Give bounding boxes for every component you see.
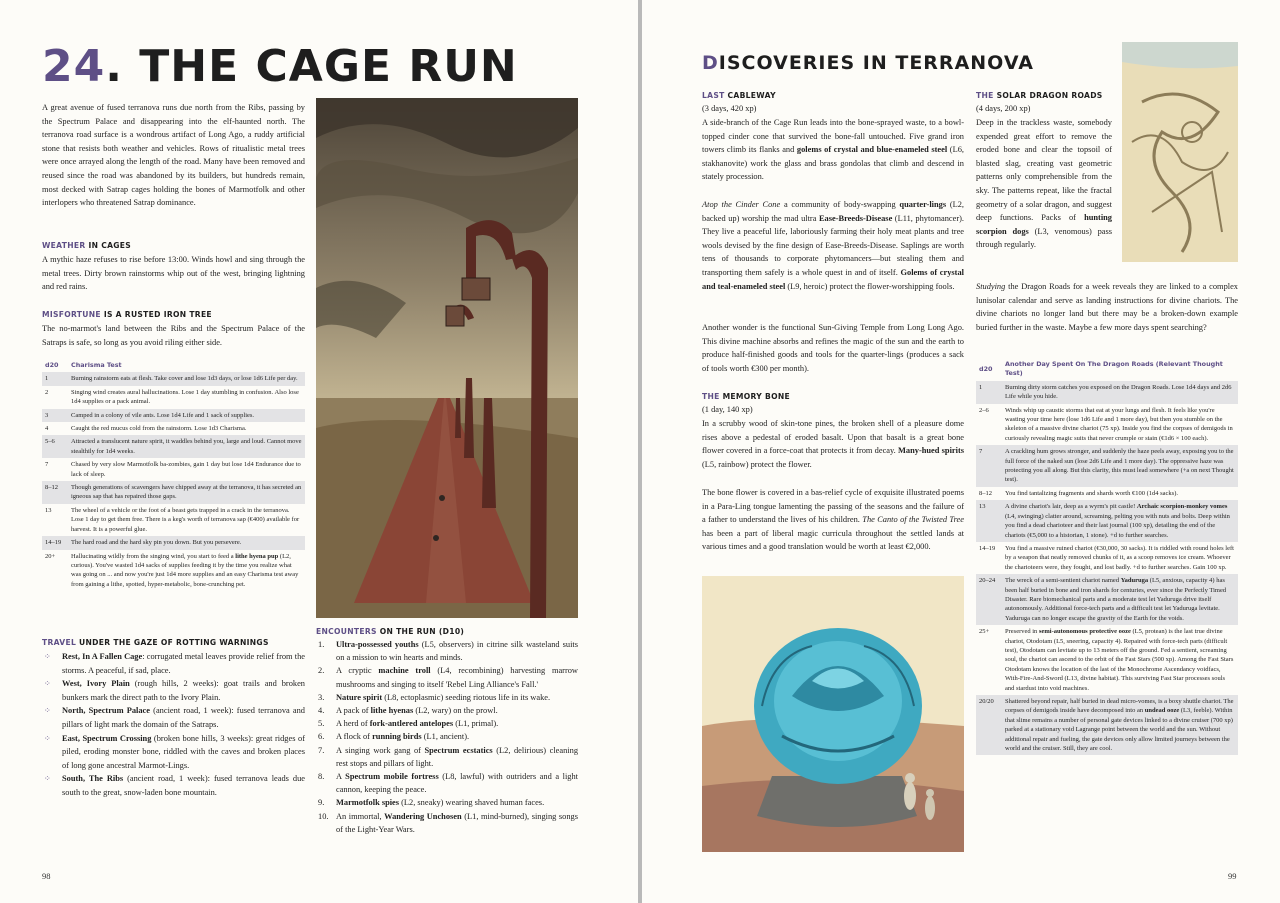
memory-bone-heading-accent: THE bbox=[702, 392, 720, 401]
table-row bbox=[42, 435, 305, 458]
travel-destination: Rest, In A Fallen Cage bbox=[62, 652, 143, 661]
table-row bbox=[976, 381, 1238, 404]
encounter-name: lithe hyenas bbox=[370, 706, 414, 716]
dragon-roads-paragraph-1 bbox=[976, 116, 1112, 252]
list-item bbox=[316, 744, 578, 770]
table-header-row bbox=[976, 358, 1238, 381]
list-item bbox=[316, 796, 578, 809]
encounters-heading bbox=[316, 626, 464, 638]
travel-detail: : corrugated metal leaves provide relief from the storms. A peaceful, if sad, place. bbox=[62, 652, 305, 675]
result-cell: The hard road and the hard sky pin you down. But you persevere. bbox=[68, 536, 305, 549]
encounter-number: 10. bbox=[318, 811, 329, 821]
dragon-roads-table-wrap bbox=[976, 358, 1238, 755]
italic-run: Studying bbox=[976, 282, 1006, 291]
result-bold: lithe hyena pup bbox=[235, 552, 279, 560]
roll-cell: 8–12 bbox=[979, 489, 992, 497]
encounter-number: 2. bbox=[318, 666, 325, 676]
result-cell: Though generations of scavengers have chipped away at the terranova, it has secreted an igneous sap that has repaired those gaps. bbox=[68, 481, 305, 504]
roll-cell: 3 bbox=[42, 409, 68, 422]
result-cell: Winds whip up caustic storms that eat at your lungs and flesh. It feels like you're wasting your time here (lose 1d6 Life and 1 more day), but then you stumble on the skeleton of a massive divine chariot (75 xp). Inside you find the corpses of demigods in curiously revealing magic suits that never crumple or stain (€1d6 × 100 each). bbox=[1005, 406, 1233, 442]
result-text: Hallucinating wildly from the singing wind, you start to feed a bbox=[71, 552, 236, 560]
bone-flower-illustration bbox=[702, 576, 964, 852]
roll-cell: 2 bbox=[45, 388, 49, 396]
roll-cell: 4 bbox=[45, 425, 49, 433]
travel-heading-rest: UNDER THE GAZE OF ROTTING WARNINGS bbox=[76, 638, 269, 647]
table-row bbox=[976, 487, 1238, 500]
encounter-detail: (L8, ectoplasmic) seeding riotous life in its wake. bbox=[382, 692, 551, 702]
roll-cell: 7 bbox=[45, 461, 49, 469]
cableway-paragraph-1 bbox=[702, 116, 964, 184]
travel-detail: (ancient road, 1 week): fused terranova leads due south to the great, snow-laden bone mountain. bbox=[62, 774, 305, 797]
encounter-name: Spectrum mobile fortress bbox=[345, 772, 439, 782]
encounter-prefix: An immortal, bbox=[336, 811, 385, 821]
encounter-number: 8. bbox=[318, 772, 325, 782]
list-item bbox=[42, 732, 305, 773]
memory-bone-paragraph-1 bbox=[702, 417, 964, 471]
text-run: (L6, stakhanovite) work the glass and brass gondolas that climb and descend in stately procession. bbox=[702, 145, 964, 182]
encounter-name: Wandering Unchosen bbox=[384, 811, 462, 821]
dragon-roads-heading-accent: THE bbox=[976, 91, 994, 100]
roll-cell: 14–19 bbox=[979, 544, 996, 552]
dragon-roads-heading-rest: SOLAR DRAGON ROADS bbox=[993, 91, 1103, 100]
list-item bbox=[316, 717, 578, 730]
weather-heading bbox=[42, 240, 131, 252]
chapter-title-text: . THE CAGE RUN bbox=[105, 41, 518, 92]
roll-cell: 20+ bbox=[45, 552, 56, 560]
encounter-prefix: A cryptic bbox=[336, 666, 379, 676]
result-text: (L3, feeble). Within that slime remains a number of personal gate devices linked to a divine cruiser (700 xp) parked at a stationary void Lagrange point between the world and the sun. Without additional repair and fueling, the gate devices only allow limited journeys between the world and the cruiser. Still, they are cool. bbox=[1005, 707, 1233, 753]
dragon-roads-illustration bbox=[1122, 42, 1238, 262]
encounter-prefix: A flock of bbox=[336, 732, 373, 742]
bullet-icon: ⁘ bbox=[44, 774, 51, 784]
list-item bbox=[316, 810, 578, 836]
encounter-prefix: A herd of bbox=[336, 719, 370, 729]
travel-detail: (ancient road, 1 week): fused terranova and pillars of light mark the domain of the Satraps. bbox=[62, 706, 305, 729]
encounter-number: 9. bbox=[318, 798, 325, 808]
encounter-number: 3. bbox=[318, 692, 325, 702]
encounter-number: 1. bbox=[318, 640, 325, 649]
result-text: The wreck of a semi-sentient chariot named bbox=[1005, 577, 1121, 585]
discoveries-title-text: ISCOVERIES IN TERRANOVA bbox=[718, 52, 1034, 74]
travel-heading-accent: TRAVEL bbox=[42, 638, 77, 647]
cableway-meta: (3 days, 420 xp) bbox=[702, 104, 757, 113]
result-bold: Archaic scorpion-monkey vomes bbox=[1136, 503, 1228, 511]
table-header-d20: d20 bbox=[45, 361, 59, 369]
bullet-icon: ⁘ bbox=[44, 733, 51, 743]
cableway-paragraph-2 bbox=[702, 198, 964, 293]
encounter-name: fork-antlered antelopes bbox=[369, 719, 454, 729]
table-row bbox=[976, 625, 1238, 695]
travel-list bbox=[42, 650, 305, 800]
bold-run: Golems of crystal and teal-enameled steel bbox=[702, 267, 964, 291]
result-cell: Camped in a colony of vile ants. Lose 1d4 Life and 1 sack of supplies. bbox=[68, 409, 305, 422]
table-row bbox=[42, 536, 305, 549]
encounter-detail: (L5, observers) in citrine silk wasteland suits on a mission to win hearts and minds. bbox=[336, 640, 578, 663]
roll-cell: 7 bbox=[976, 445, 1002, 487]
table-row bbox=[42, 372, 305, 385]
roll-cell: 25+ bbox=[979, 628, 990, 636]
result-text: Preserved in bbox=[1005, 628, 1039, 636]
text-run: the Dragon Roads for a week reveals they are linked to a complex lunisolar calendar and serve as landing instructions for divine chariots. The divine chariots no longer land but there may be a broken-down example buried further in the waste. Maybe a few more days spent searching? bbox=[976, 282, 1238, 332]
bold-run: golems of crystal and blue-enameled steel bbox=[796, 145, 948, 155]
text-run: has been a part of liberal magic curricula throughout the settled lands at various times and a good translation would be worth at least €2,000. bbox=[702, 528, 964, 552]
result-text: (L5, protean) is the last true divine chariot, Otodotam (L5, sneering, capacity 4). Repaired with force-tech parts (difficult test), Otodotam can levitate up to 13 meters off the ground. Fed a sentient, screaming soul, the chariot can ascend to the orbit of the Fast Stars (500 xp). Among the Fast Stars Otodotam knows the location of the last of the Monochrome Ascendancy voidfacs, With-Fire-And-Sword (L13, divine habitat). This surviving Fast Star processes souls and stardust into void machines. bbox=[1005, 628, 1234, 692]
table-row bbox=[976, 695, 1238, 755]
result-cell: A crackling hum grows stronger, and suddenly the haze peels away, exposing you to the full force of the naked sun (lose 2d6 Life and 1 more day). The oppressive haze was protecting you all along. But this clarity, this must lead somewhere (+a on next Thought test). bbox=[1002, 445, 1238, 487]
encounter-name: running birds bbox=[372, 732, 422, 742]
encounter-detail: (L1, mind-burned), singing songs of the Light-Year Wars. bbox=[336, 811, 578, 834]
weather-text: A mythic haze refuses to rise before 13:00. Winds howl and sing through the metal trees. Dirty brown rainstorms whip out of the west, bringing lightning and red rains. bbox=[42, 255, 305, 292]
text-run: Deep in the trackless waste, somebody expended great effort to remove the eroded bone and clear the topsoil of blasted slag, creating vast geometric patterns only comprehensible from the sky. The patterns repeat, like the fractal geometry of a solar dragon, and suggest deep functions. Packs of bbox=[976, 118, 1112, 223]
result-text: Shattered beyond repair, half buried in dead micro-vomes, is a boxy shuttle chariot. The corpses of demigods inside have decomposed into an bbox=[1005, 698, 1234, 715]
table-row bbox=[976, 574, 1238, 625]
cage-run-illustration bbox=[316, 98, 578, 618]
roll-cell: 20/20 bbox=[976, 695, 1002, 755]
list-item bbox=[42, 650, 305, 677]
misfortune-heading bbox=[42, 309, 212, 321]
encounter-name: machine troll bbox=[378, 666, 431, 676]
memory-bone-heading-rest: MEMORY BONE bbox=[719, 392, 790, 401]
table-row bbox=[42, 481, 305, 504]
bullet-icon: ⁘ bbox=[44, 679, 51, 689]
misfortune-heading-rest: IS A RUSTED IRON TREE bbox=[100, 310, 212, 319]
cableway-heading-rest: CABLEWAY bbox=[724, 91, 776, 100]
travel-detail: (broken bone hills, 3 weeks): great ridges of piled, eroding monster bone, riddled with the caves and broken places of long gone ancestral Marmot-Lings. bbox=[62, 733, 305, 770]
table-row bbox=[42, 550, 305, 592]
result-cell bbox=[1002, 574, 1238, 625]
travel-destination: South, The Ribs bbox=[62, 774, 124, 784]
result-cell: Burning rainstorm eats at flesh. Take cover and lose 1d3 days, or lose 1d6 Life per day. bbox=[68, 372, 305, 385]
encounter-number: 6. bbox=[318, 732, 325, 742]
encounter-name: Nature spirit bbox=[336, 692, 383, 702]
result-text: (L2, curious). You've wasted 1d4 sacks of supplies feeding it by the time you realize what was going on ... and now you're just 1d4 more supplies and an easy Charisma test away from gaining a lithe, spotted, hyper-metabolic, bone-crunching pet. bbox=[71, 552, 299, 588]
list-item bbox=[316, 770, 578, 796]
travel-destination: West, Ivory Plain bbox=[62, 679, 130, 689]
table-row bbox=[42, 504, 305, 536]
roll-cell: 14–19 bbox=[42, 536, 68, 549]
result-cell: The wheel of a vehicle or the foot of a beast gets trapped in a crack in the terranova. Lose 1 day to get them free. There is a keg's worth of terranova sap (€400) available for harvest. It is a powerful glue. bbox=[71, 506, 300, 533]
result-cell: You find a massive ruined chariot (€30,000, 30 sacks). It is riddled with round holes left by a weapon that neatly removed chunks of it, as a scoop removes ice cream. Whoever the charioteers were, they fought, and lost badly. +d to further searches. Gain 100 xp. bbox=[1005, 544, 1234, 571]
memory-bone-meta: (1 day, 140 xp) bbox=[702, 405, 753, 414]
encounter-detail: (L1, primal). bbox=[453, 719, 499, 729]
discoveries-title-initial: D bbox=[702, 52, 719, 74]
page-number-right: 99 bbox=[1228, 871, 1237, 881]
encounter-detail: (L2, delirious) cleaning rest stops and pillars of light. bbox=[336, 745, 579, 768]
result-cell bbox=[1002, 625, 1238, 695]
table-row bbox=[976, 542, 1238, 574]
text-run: (L5, rainbow) protect the flower. bbox=[702, 459, 812, 469]
bullet-icon: ⁘ bbox=[44, 652, 51, 661]
right-page bbox=[642, 0, 1280, 903]
roll-cell: 13 bbox=[976, 500, 1002, 542]
result-text: A divine chariot's lair, deep as a wyrm's pit castle! bbox=[1005, 503, 1137, 511]
cableway-heading-accent: LAST bbox=[702, 91, 725, 100]
encounter-detail: (L1, ancient). bbox=[421, 732, 470, 742]
table-row bbox=[42, 409, 305, 422]
encounter-detail: (L2, wary) on the prowl. bbox=[413, 706, 498, 716]
dragon-roads-heading bbox=[976, 90, 1103, 102]
encounter-number: 4. bbox=[318, 706, 325, 716]
travel-detail: (rough hills, 2 weeks): goat trails and broken bunkers mark the direct path to the Ivory Plain. bbox=[62, 679, 305, 702]
discoveries-title bbox=[702, 50, 1034, 76]
travel-destination: East, Spectrum Crossing bbox=[62, 733, 152, 743]
table-header-test: Charisma Test bbox=[71, 361, 122, 369]
encounters-heading-accent: ENCOUNTERS bbox=[316, 627, 377, 636]
table-row bbox=[42, 458, 305, 481]
roll-cell: 13 bbox=[45, 506, 52, 514]
roll-cell: 2–6 bbox=[979, 406, 989, 414]
encounters-heading-rest: ON THE RUN (D10) bbox=[376, 627, 465, 636]
bold-run: quarter-lings bbox=[899, 200, 947, 209]
text-run: The bone flower is covered in a bas-relief cycle of exquisite illustrated poems in a Para-Ling tongue lamenting the passing of the seasons and the failure of a father to understand the lives of his children. bbox=[702, 488, 964, 525]
encounter-prefix: A bbox=[336, 772, 346, 782]
memory-bone-paragraph-2 bbox=[702, 486, 964, 554]
roll-cell: 1 bbox=[42, 372, 68, 385]
result-cell: Caught the red mucus cold from the rainstorm. Lose 1d3 Charisma. bbox=[71, 425, 247, 433]
table-row bbox=[42, 422, 305, 435]
result-cell bbox=[1002, 695, 1238, 755]
roll-cell: 5–6 bbox=[42, 435, 68, 458]
chapter-number: 24 bbox=[42, 41, 106, 92]
bold-run: Ease-Breeds-Disease bbox=[818, 213, 893, 223]
encounters-list bbox=[316, 638, 578, 836]
roll-cell: 20–24 bbox=[976, 574, 1002, 625]
text-run: (L9, heroic) protect the flower-worshipping fools. bbox=[785, 281, 955, 291]
dragon-roads-paragraph-2 bbox=[976, 280, 1238, 334]
encounter-number: 7. bbox=[318, 745, 325, 755]
encounter-detail: (L4, recombining) harvesting marrow mushrooms and singing to itself 'Rebel Ling Alliance's Fall.' bbox=[336, 666, 578, 689]
encounter-prefix: A pack of bbox=[336, 706, 371, 716]
result-cell: Burning dirty storm catches you exposed on the Dragon Roads. Lose 1d4 days and 2d6 Life while you hide. bbox=[1002, 381, 1238, 404]
weather-heading-accent: WEATHER bbox=[42, 241, 86, 250]
table-row bbox=[976, 500, 1238, 542]
text-run: (L2, backed up) worship the mad ultra bbox=[702, 200, 965, 223]
travel-destination: North, Spectrum Palace bbox=[62, 706, 150, 716]
table-header-row bbox=[42, 359, 305, 372]
result-cell: Attracted a translucent nature spirit, it waddles behind you, large and loud. Cannot move stealthily for 1d4 weeks. bbox=[68, 435, 305, 458]
italic-run: Atop the Cinder Cone bbox=[702, 200, 781, 209]
result-cell: Chased by very slow Marmotfolk ba-zombies, gain 1 day but lose 1d4 Endurance due to lack of sleep. bbox=[71, 461, 301, 478]
page-number-left: 98 bbox=[42, 871, 51, 881]
list-item bbox=[42, 677, 305, 704]
cableway-paragraph-3: Another wonder is the functional Sun-Giving Temple from Long Long Ago. This divine machine absorbs and refines the magic of the sun and the earth to produce half-finished goods and tools for the quarter-lings (produces a sack of tools worth €300 per month). bbox=[702, 323, 964, 373]
list-item bbox=[42, 772, 305, 799]
left-page bbox=[0, 0, 638, 903]
list-item bbox=[316, 664, 578, 690]
table-header-test: Another Day Spent On The Dragon Roads (Relevant Thought Test) bbox=[1005, 360, 1223, 378]
charisma-table-wrap bbox=[42, 359, 305, 591]
result-cell: Singing wind creates aural hallucinations. Lose 1 day stumbling in confusion. Also lose 1d4 supplies or a pack animal. bbox=[71, 388, 299, 406]
misfortune-heading-accent: MISFORTUNE bbox=[42, 310, 101, 319]
text-run: a community of body-swapping bbox=[780, 200, 900, 209]
chapter-title bbox=[42, 42, 518, 92]
bold-run: hunting scorpion dogs bbox=[976, 213, 1112, 236]
intro-paragraph: A great avenue of fused terranova runs due north from the Ribs, passing by the Spectrum Palace and disappearing into the elf-haunted north. The terranova road surface is a wondrous artifact of Long Ago, a ruddy artificial stone that resists both weather and vehicles. Rows of ritualistic metal trees were once arrayed along the length of the road. Many have been removed and reused since the road was abandoned by its builders, but hundreds remain, most decked with Satrap cages holding the bones of Marmotfolk and other interlopers who threatened Satrap dominance. bbox=[42, 103, 305, 208]
list-item bbox=[42, 704, 305, 731]
dragon-roads-table bbox=[976, 358, 1238, 755]
result-cell: You find tantalizing fragments and shards worth €100 (1d4 sacks). bbox=[1005, 489, 1179, 497]
encounter-name: Marmotfolk spies bbox=[336, 798, 400, 808]
misfortune-text: The no-marmot's land between the Ribs and the Spectrum Palace of the Satraps is safe, so long as you avoid riling either side. bbox=[42, 324, 305, 347]
result-cell bbox=[1002, 500, 1238, 542]
italic-run: The Canto of the Twisted Tree bbox=[862, 515, 964, 525]
roll-cell: 1 bbox=[976, 381, 1002, 404]
table-row bbox=[976, 445, 1238, 487]
text-run: In a scrubby wood of skin-tone pines, the broken shell of a pleasure dome rises above a pedestal of eroded basalt. Upon that basalt is a great bone flower covered in a force-coat that protects it from decay. bbox=[702, 419, 964, 456]
list-item bbox=[316, 691, 578, 704]
text-run: (L11, phytomancer). They live a peaceful life, laboriously farming their holy meat plants and tree wools devised by the fine design of Ease-Breeds-Disease. Saplings are worth tens of thousands to corporate phytomancers—but stealing them and transporting them safely is a whole quest in and of itself. bbox=[702, 213, 964, 277]
table-row bbox=[976, 404, 1238, 446]
table-header-d20: d20 bbox=[979, 364, 993, 373]
result-text: (L5, anxious, capacity 4) has been half buried in bone and iron shards for centuries, ever since the Perfectly Timed Disaster. Rare biomechanical parts and a moderate test let Yaduruga drive itself autonomously. Additional force-tech parts and a difficult test let Yaduruga levitate. Yaduruga can no longer escape the gravity of the Earth for the voids. bbox=[1005, 577, 1227, 622]
encounter-prefix: A singing work gang of bbox=[336, 745, 425, 755]
text-run: (L3, venomous) pass through regularly. bbox=[976, 226, 1112, 250]
encounter-number: 5. bbox=[318, 719, 325, 729]
result-text: (L4, swinging) clatter around, screaming, pelting you with nuts and bolts. Deep within you find a dead charioteer and their last journal (100 xp), detailing the end of the chariots (€5,000 to a historian, 1 stone). +d to further searches. bbox=[1005, 512, 1230, 539]
travel-heading bbox=[42, 637, 269, 649]
encounter-detail: (L8, lawful) with outriders and a light cannon, keeping the peace. bbox=[336, 772, 578, 795]
result-bold: Yaduruga bbox=[1120, 577, 1149, 585]
encounter-detail: (L2, sneaky) wearing shaved human faces. bbox=[399, 798, 545, 808]
result-bold: undead ooze bbox=[1144, 707, 1180, 715]
result-cell bbox=[68, 550, 305, 592]
bullet-icon: ⁘ bbox=[44, 706, 51, 716]
list-item bbox=[316, 704, 578, 717]
result-bold: semi-autonomous protective ooze bbox=[1038, 628, 1131, 636]
cableway-heading bbox=[702, 90, 776, 102]
text-run: A side-branch of the Cage Run leads into the bone-sprayed waste, to a bowl-topped cinder cone that survived the bone-fall untouched. Five grand iron towers climb its flanks and bbox=[702, 118, 964, 155]
encounter-name: Ultra-possessed youths bbox=[336, 640, 419, 649]
weather-heading-rest: IN CAGES bbox=[85, 241, 132, 250]
charisma-test-table bbox=[42, 359, 305, 591]
bold-run: Many-hued spirits bbox=[898, 446, 964, 456]
dragon-roads-meta: (4 days, 200 xp) bbox=[976, 104, 1031, 113]
table-row bbox=[42, 386, 305, 409]
list-item bbox=[316, 730, 578, 743]
encounter-name: Spectrum ecstatics bbox=[424, 745, 493, 755]
roll-cell: 8–12 bbox=[42, 481, 68, 504]
memory-bone-heading bbox=[702, 391, 790, 403]
list-item bbox=[316, 638, 578, 664]
